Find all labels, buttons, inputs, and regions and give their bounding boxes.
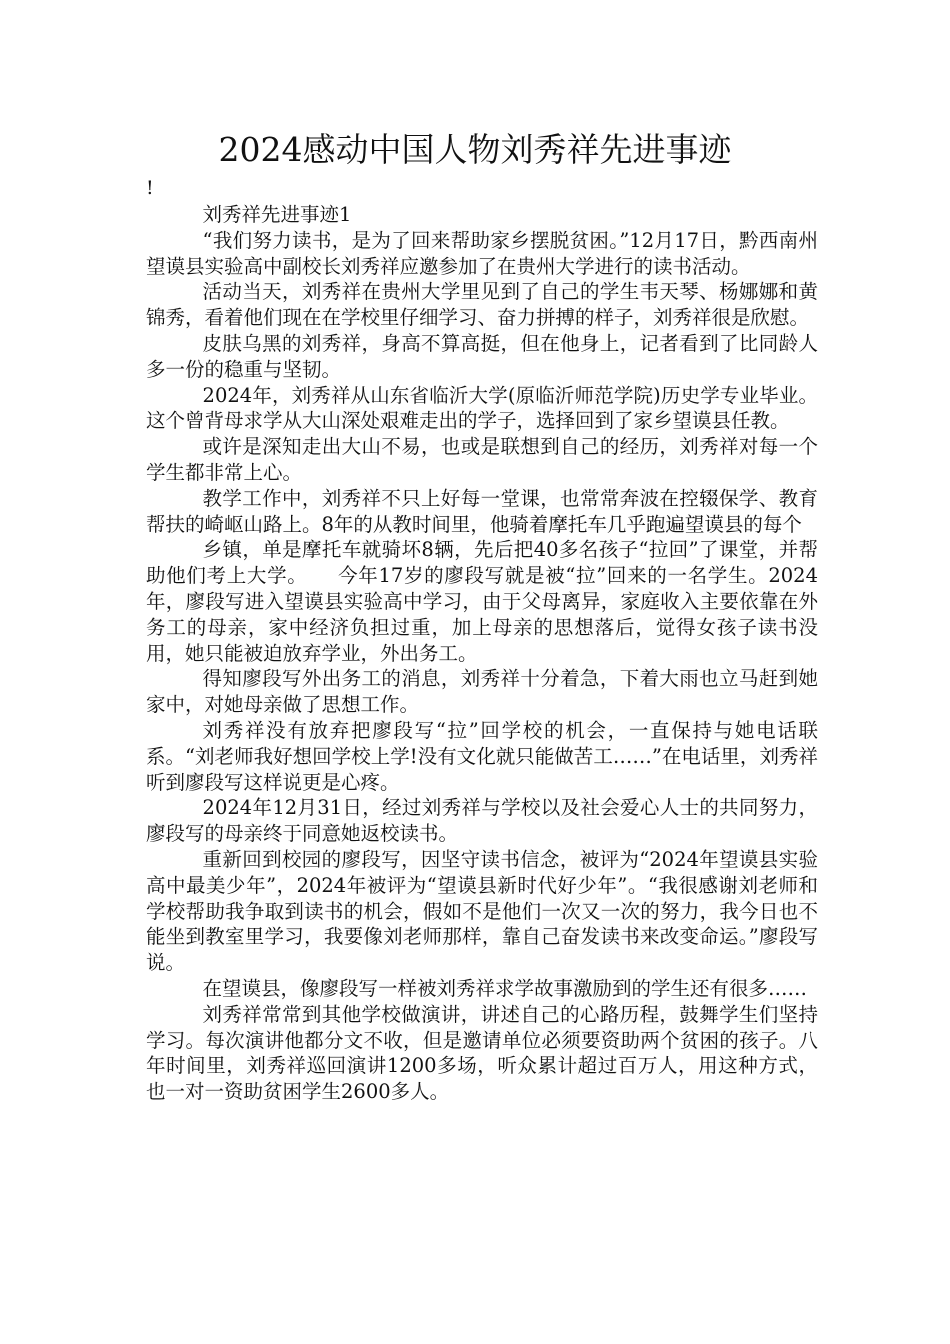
paragraph: 皮肤乌黑的刘秀祥，身高不算高挺，但在他身上，记者看到了比同龄人多一份的稳重与坚韧。 [146, 331, 818, 381]
paragraph: 得知廖段写外出务工的消息，刘秀祥十分着急，下着大雨也立马赶到她家中，对她母亲做了思想工作。 [146, 667, 818, 717]
subheading: 刘秀祥先进事迹1 [202, 203, 352, 226]
page-title: 2024感动中国人物刘秀祥先进事迹 [218, 130, 732, 169]
paragraph: 刘秀祥没有放弃把廖段写“拉”回学校的机会，一直保持与她电话联系。“刘老师我好想回学校上学!没有文化就只能做苦工……”在电话里，刘秀祥听到廖段写这样说更是心疼。 [146, 718, 818, 794]
article-body [146, 202, 818, 1105]
paragraph: 乡镇，单是摩托车就骑坏8辆，先后把40多名孩子“拉回”了课堂，并帮助他们考上大学。 今年17岁的廖段写就是被“拉”回来的一名学生。2024年，廖段写进入望谟县实验高中学习，由于父母离异，家庭收入主要依靠在外务工的母亲，家中经济负担过重，加上母亲的思想落后，觉得女孩子读书没用，她只能被迫放弃学业，外出务工。 [146, 538, 818, 665]
paragraph: 教学工作中，刘秀祥不只上好每一堂课，也常常奔波在控辍保学、教育帮扶的崎岖山路上。8年的从教时间里，他骑着摩托车几乎跑遍望谟县的每个 [146, 486, 818, 536]
paragraph: 2024年，刘秀祥从山东省临沂大学(原临沂师范学院)历史学专业毕业。这个曾背母求学从大山深处艰难走出的学子，选择回到了家乡望谟县任教。 [146, 383, 818, 433]
paragraph: 2024年12月31日，经过刘秀祥与学校以及社会爱心人士的共同努力，廖段写的母亲终于同意她返校读书。 [146, 796, 818, 846]
stray-mark: ! [146, 177, 154, 199]
paragraph: 或许是深知走出大山不易，也或是联想到自己的经历，刘秀祥对每一个学生都非常上心。 [146, 435, 818, 484]
paragraph: 重新回到校园的廖段写，因坚守读书信念，被评为“2024年望谟县实验高中最美少年”，2024年被评为“望谟县新时代好少年”。“我很感谢刘老师和学校帮助我争取到读书的机会，假如不是他们一次又一次的努力，我今日也不能坐到教室里学习，我要像刘老师那样，靠自己奋发读书来改变命运。”廖段写说。 [146, 847, 818, 975]
paragraph: 活动当天，刘秀祥在贵州大学里见到了自己的学生韦天琴、杨娜娜和黄锦秀，看着他们现在在学校里仔细学习、奋力拼搏的样子，刘秀祥很是欣慰。 [146, 280, 818, 330]
paragraph: 刘秀祥常常到其他学校做演讲，讲述自己的心路历程，鼓舞学生们坚持学习。每次演讲他都分文不收，但是邀请单位必须要资助两个贫困的孩子。八年时间里，刘秀祥巡回演讲1200多场，听众累计超过百万人，用这种方式，也一对一资助贫困学生2600多人。 [146, 1002, 818, 1104]
paragraph: 在望谟县，像廖段写一样被刘秀祥求学故事激励到的学生还有很多…… [202, 976, 808, 1000]
paragraph: “我们努力读书，是为了回来帮助家乡摆脱贫困。”12月17日，黔西南州望谟县实验高中副校长刘秀祥应邀参加了在贵州大学进行的读书活动。 [146, 228, 818, 278]
